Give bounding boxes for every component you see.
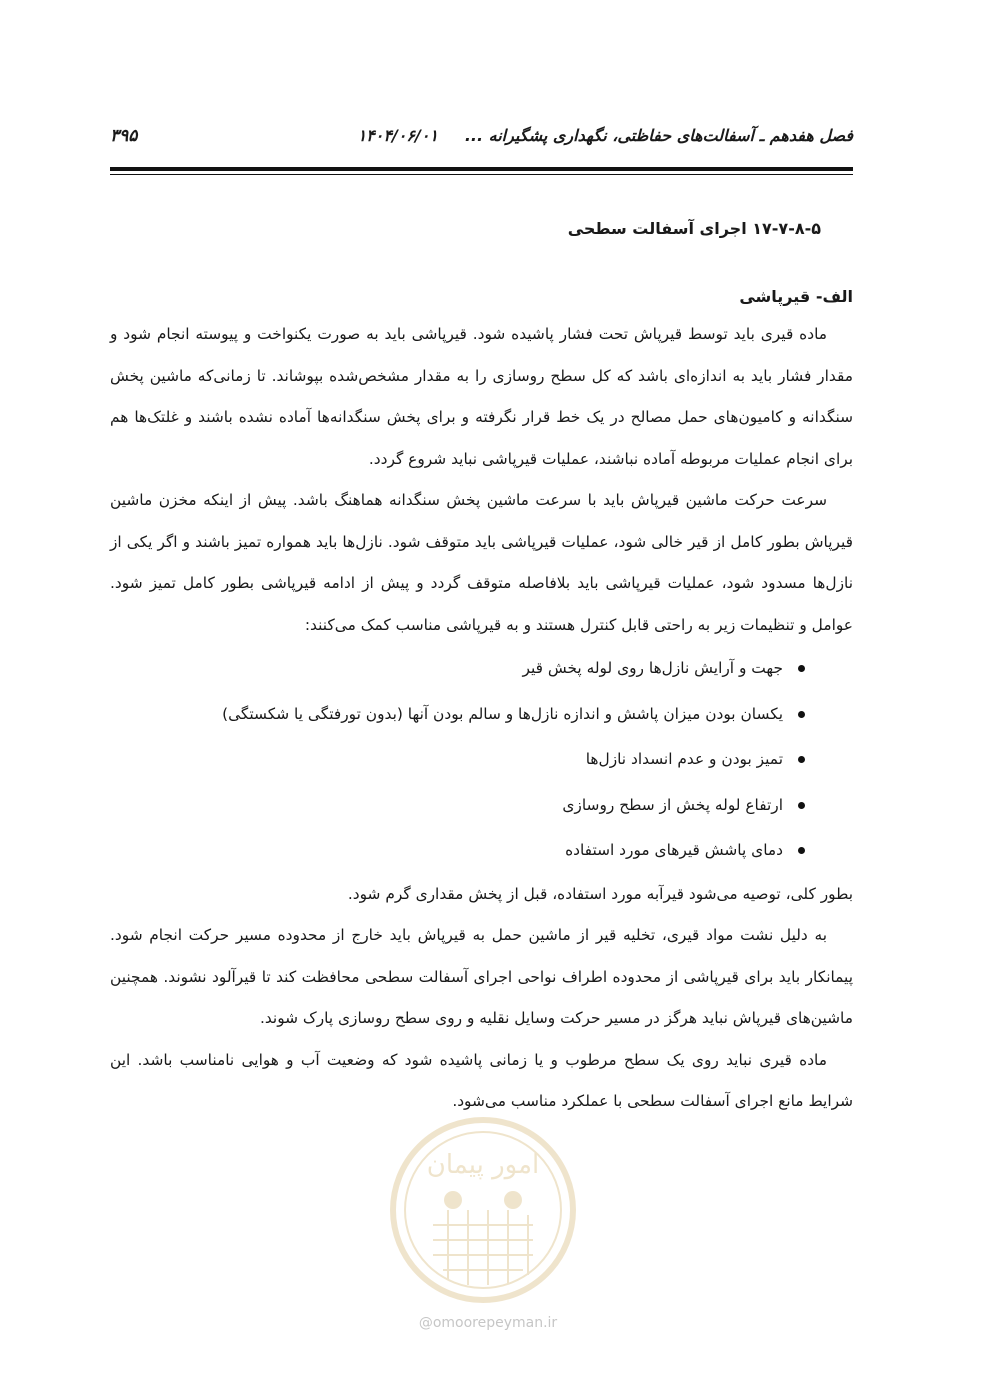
page-number: ۳۹۵	[110, 126, 138, 146]
paragraph-spraying-method: ماده قیری باید توسط قیرپاش تحت فشار پاشیده شود. قیرپاشی باید به صورت یکنواخت و پیوسته انجام شود و مقدار فشار باید به اندازه‌ای باشد که کل سطح روسازی را به مقدار مشخص‌شده بپوشاند. تا زمانی‌که ماشین پخش سنگدانه و کامیون‌های حمل مصالح در یک خط قرار نگرفته و برای پخش سنگدانه‌ها آماده نشده باشند و غلتک‌ها هم برای انجام عملیات مربوطه آماده نباشند، عملیات قیرپاشی نباید شروع گردد.	[110, 325, 853, 468]
header-date: ۱۴۰۴/۰۶/۰۱	[357, 126, 438, 145]
header-rule-thick	[110, 167, 853, 171]
list-item	[110, 828, 805, 874]
watermark-logo	[388, 1115, 578, 1305]
paragraph-leakage: به دلیل نشت مواد قیری، تخلیه قیر از ماشین حمل به قیرپاش باید خارج از محدوده مسیر حرکت انجام شود. پیمانکار باید برای قیرپاشی از محدوده اطراف نواحی اجرای آسفالت سطحی محافظت کند تا قیرآلود نشوند. همچنین ماشین‌های قیرپاش نباید هرگز در مسیر حرکت وسایل نقلیه و روی سطح روسازی پارک شوند.	[110, 926, 853, 1027]
paragraph-spraying-speed: سرعت حرکت ماشین قیرپاش باید با سرعت ماشین پخش سنگدانه هماهنگ باشد. پیش از اینکه مخزن ماشین قیرپاش بطور کامل از قیر خالی شود، عملیات قیرپاشی باید متوقف شود. نازل‌ها باید همواره تمیز باشند و اگر یکی از نازل‌ها مسدود شود، عملیات قیرپاشی باید بلافاصله متوقف گردد و پیش از ادامه قیرپاشی بطور کامل تمیز شود. عوامل و تنظیمات زیر به راحتی قابل کنترل هستند و به قیرپاشی مناسب کمک می‌کنند:	[110, 491, 853, 634]
subsection-title: الف- قیرپاشی	[739, 287, 853, 306]
list-item	[110, 783, 805, 829]
list-item	[110, 692, 805, 738]
bullet-icon	[798, 756, 805, 763]
list-item-text: ارتفاع لوله پخش از سطح روسازی	[562, 795, 783, 814]
chapter-title: فصل هفدهم ـ آسفالت‌های حفاظتی، نگهداری پشگیرانه ...	[464, 126, 853, 145]
list-item	[110, 646, 805, 692]
list-item-text: دمای پاشش قیرهای مورد استفاده	[565, 841, 783, 859]
bullet-icon	[798, 847, 805, 854]
watermark-logo-text: امور پیمان	[426, 1150, 540, 1180]
list-item-text: تمیز بودن و عدم انسداد نازل‌ها	[585, 750, 783, 768]
section-title: ۱۷-۷-۸-۵ اجرای آسفالت سطحی	[567, 219, 821, 238]
paragraph-heating: بطور کلی، توصیه می‌شود قیرآبه مورد استفاده، قبل از پخش مقداری گرم شود.	[347, 884, 853, 903]
watermark-url: @omoorepeyman.ir	[418, 1315, 558, 1331]
bullet-icon	[798, 711, 805, 718]
page-header	[110, 122, 853, 152]
list-item-text: یکسان بودن میزان پاشش و اندازه نازل‌ها و سالم بودن آنها (بدون تورفتگی یا شکستگی)	[222, 704, 783, 723]
list-item	[110, 737, 805, 783]
paragraph-weather: ماده قیری نباید روی یک سطح مرطوب و یا زمانی پاشیده شود که وضعیت آب و هوایی نامناسب باشد. این شرایط مانع اجرای آسفالت سطحی با عملکرد مناسب می‌شود.	[110, 1050, 853, 1110]
page-body	[110, 210, 853, 1123]
header-rule-thin	[110, 174, 853, 175]
list-item-text: جهت و آرایش نازل‌ها روی لوله پخش قیر	[522, 659, 783, 677]
controls-list	[110, 646, 853, 874]
bullet-icon	[798, 665, 805, 672]
bullet-icon	[798, 802, 805, 809]
